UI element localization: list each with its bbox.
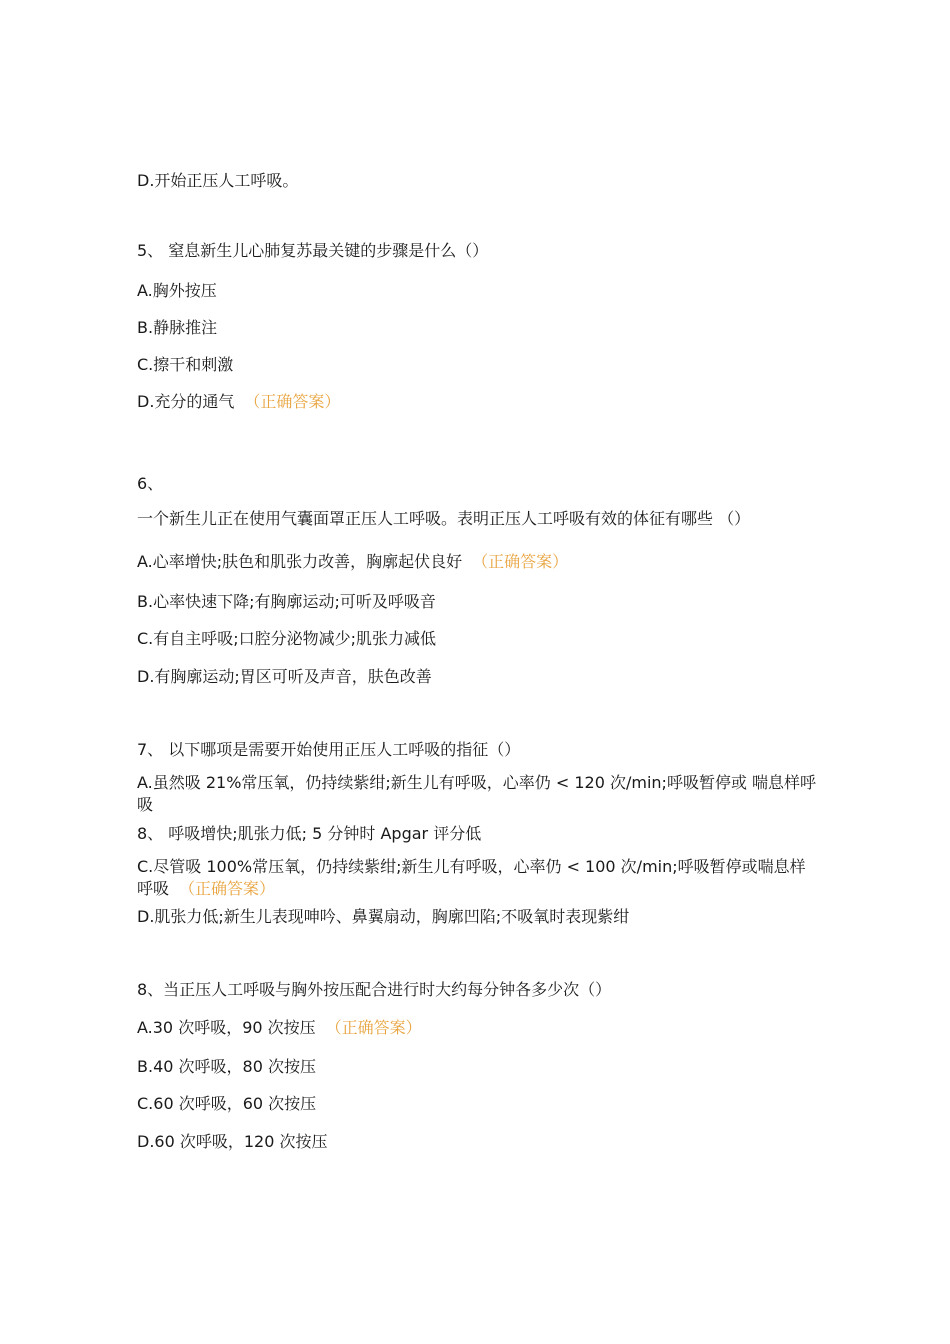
q6-option-a-row: [137, 551, 817, 573]
q8-question: 8、当正压人工呼吸与胸外按压配合进行时大约每分钟各多少次（）: [137, 980, 612, 999]
q5-option-d: D.充分的通气: [137, 392, 235, 411]
q4-option-d: D.开始正压人工呼吸。: [137, 171, 299, 190]
q5-option-d-row: [137, 391, 817, 413]
q8-option-b: B.40 次呼吸，80 次按压: [137, 1057, 316, 1076]
q8-option-a-row: [137, 1017, 817, 1039]
q7-option-d: D.肌张力低;新生儿表现呻吟、鼻翼扇动，胸廓凹陷;不吸氧时表现紫绀: [137, 907, 630, 926]
q5-option-c: C.擦干和刺激: [137, 355, 234, 374]
q7-option-a: A.虽然吸 21%常压氧，仍持续紫绀;新生儿有呼吸，心率仍 < 120 次/min;呼吸暂停或 喘息样呼吸: [137, 773, 817, 814]
q8-option-c: C.60 次呼吸，60 次按压: [137, 1094, 317, 1113]
q7-option-c-row: [137, 856, 817, 900]
q8-correct-tag: （正确答案）: [325, 1018, 422, 1037]
q5-correct-tag: （正确答案）: [244, 392, 341, 411]
q5-option-a: A.胸外按压: [137, 281, 217, 300]
q6-question: 一个新生儿正在使用气囊面罩正压人工呼吸。表明正压人工呼吸有效的体征有哪些 （）: [137, 509, 751, 528]
q8-option-d: D.60 次呼吸，120 次按压: [137, 1132, 328, 1151]
q5-option-b: B.静脉推注: [137, 318, 218, 337]
q6-correct-tag: （正确答案）: [472, 552, 569, 571]
q6-option-c: C.有自主呼吸;口腔分泌物减少;肌张力减低: [137, 629, 437, 648]
q7-correct-tag: （正确答案）: [179, 879, 276, 898]
q7-option-b: 8、 呼吸增快;肌张力低; 5 分钟时 Apgar 评分低: [137, 824, 482, 843]
q5-question: 5、 窒息新生儿心肺复苏最关键的步骤是什么（）: [137, 241, 489, 260]
q7-question: 7、 以下哪项是需要开始使用正压人工呼吸的指征（）: [137, 740, 521, 759]
q7-option-c: C.尽管吸 100%常压氧，仍持续紫绀;新生儿有呼吸，心率仍 < 100 次/min;呼吸暂停或喘息样呼吸: [137, 857, 806, 898]
q6-option-a: A.心率增快;肤色和肌张力改善，胸廓起伏良好: [137, 552, 463, 571]
q8-option-a: A.30 次呼吸，90 次按压: [137, 1018, 316, 1037]
q6-number: 6、: [137, 474, 164, 493]
q6-option-d: D.有胸廓运动;胃区可听及声音，肤色改善: [137, 667, 432, 686]
q6-option-b: B.心率快速下降;有胸廓运动;可听及呼吸音: [137, 592, 436, 611]
